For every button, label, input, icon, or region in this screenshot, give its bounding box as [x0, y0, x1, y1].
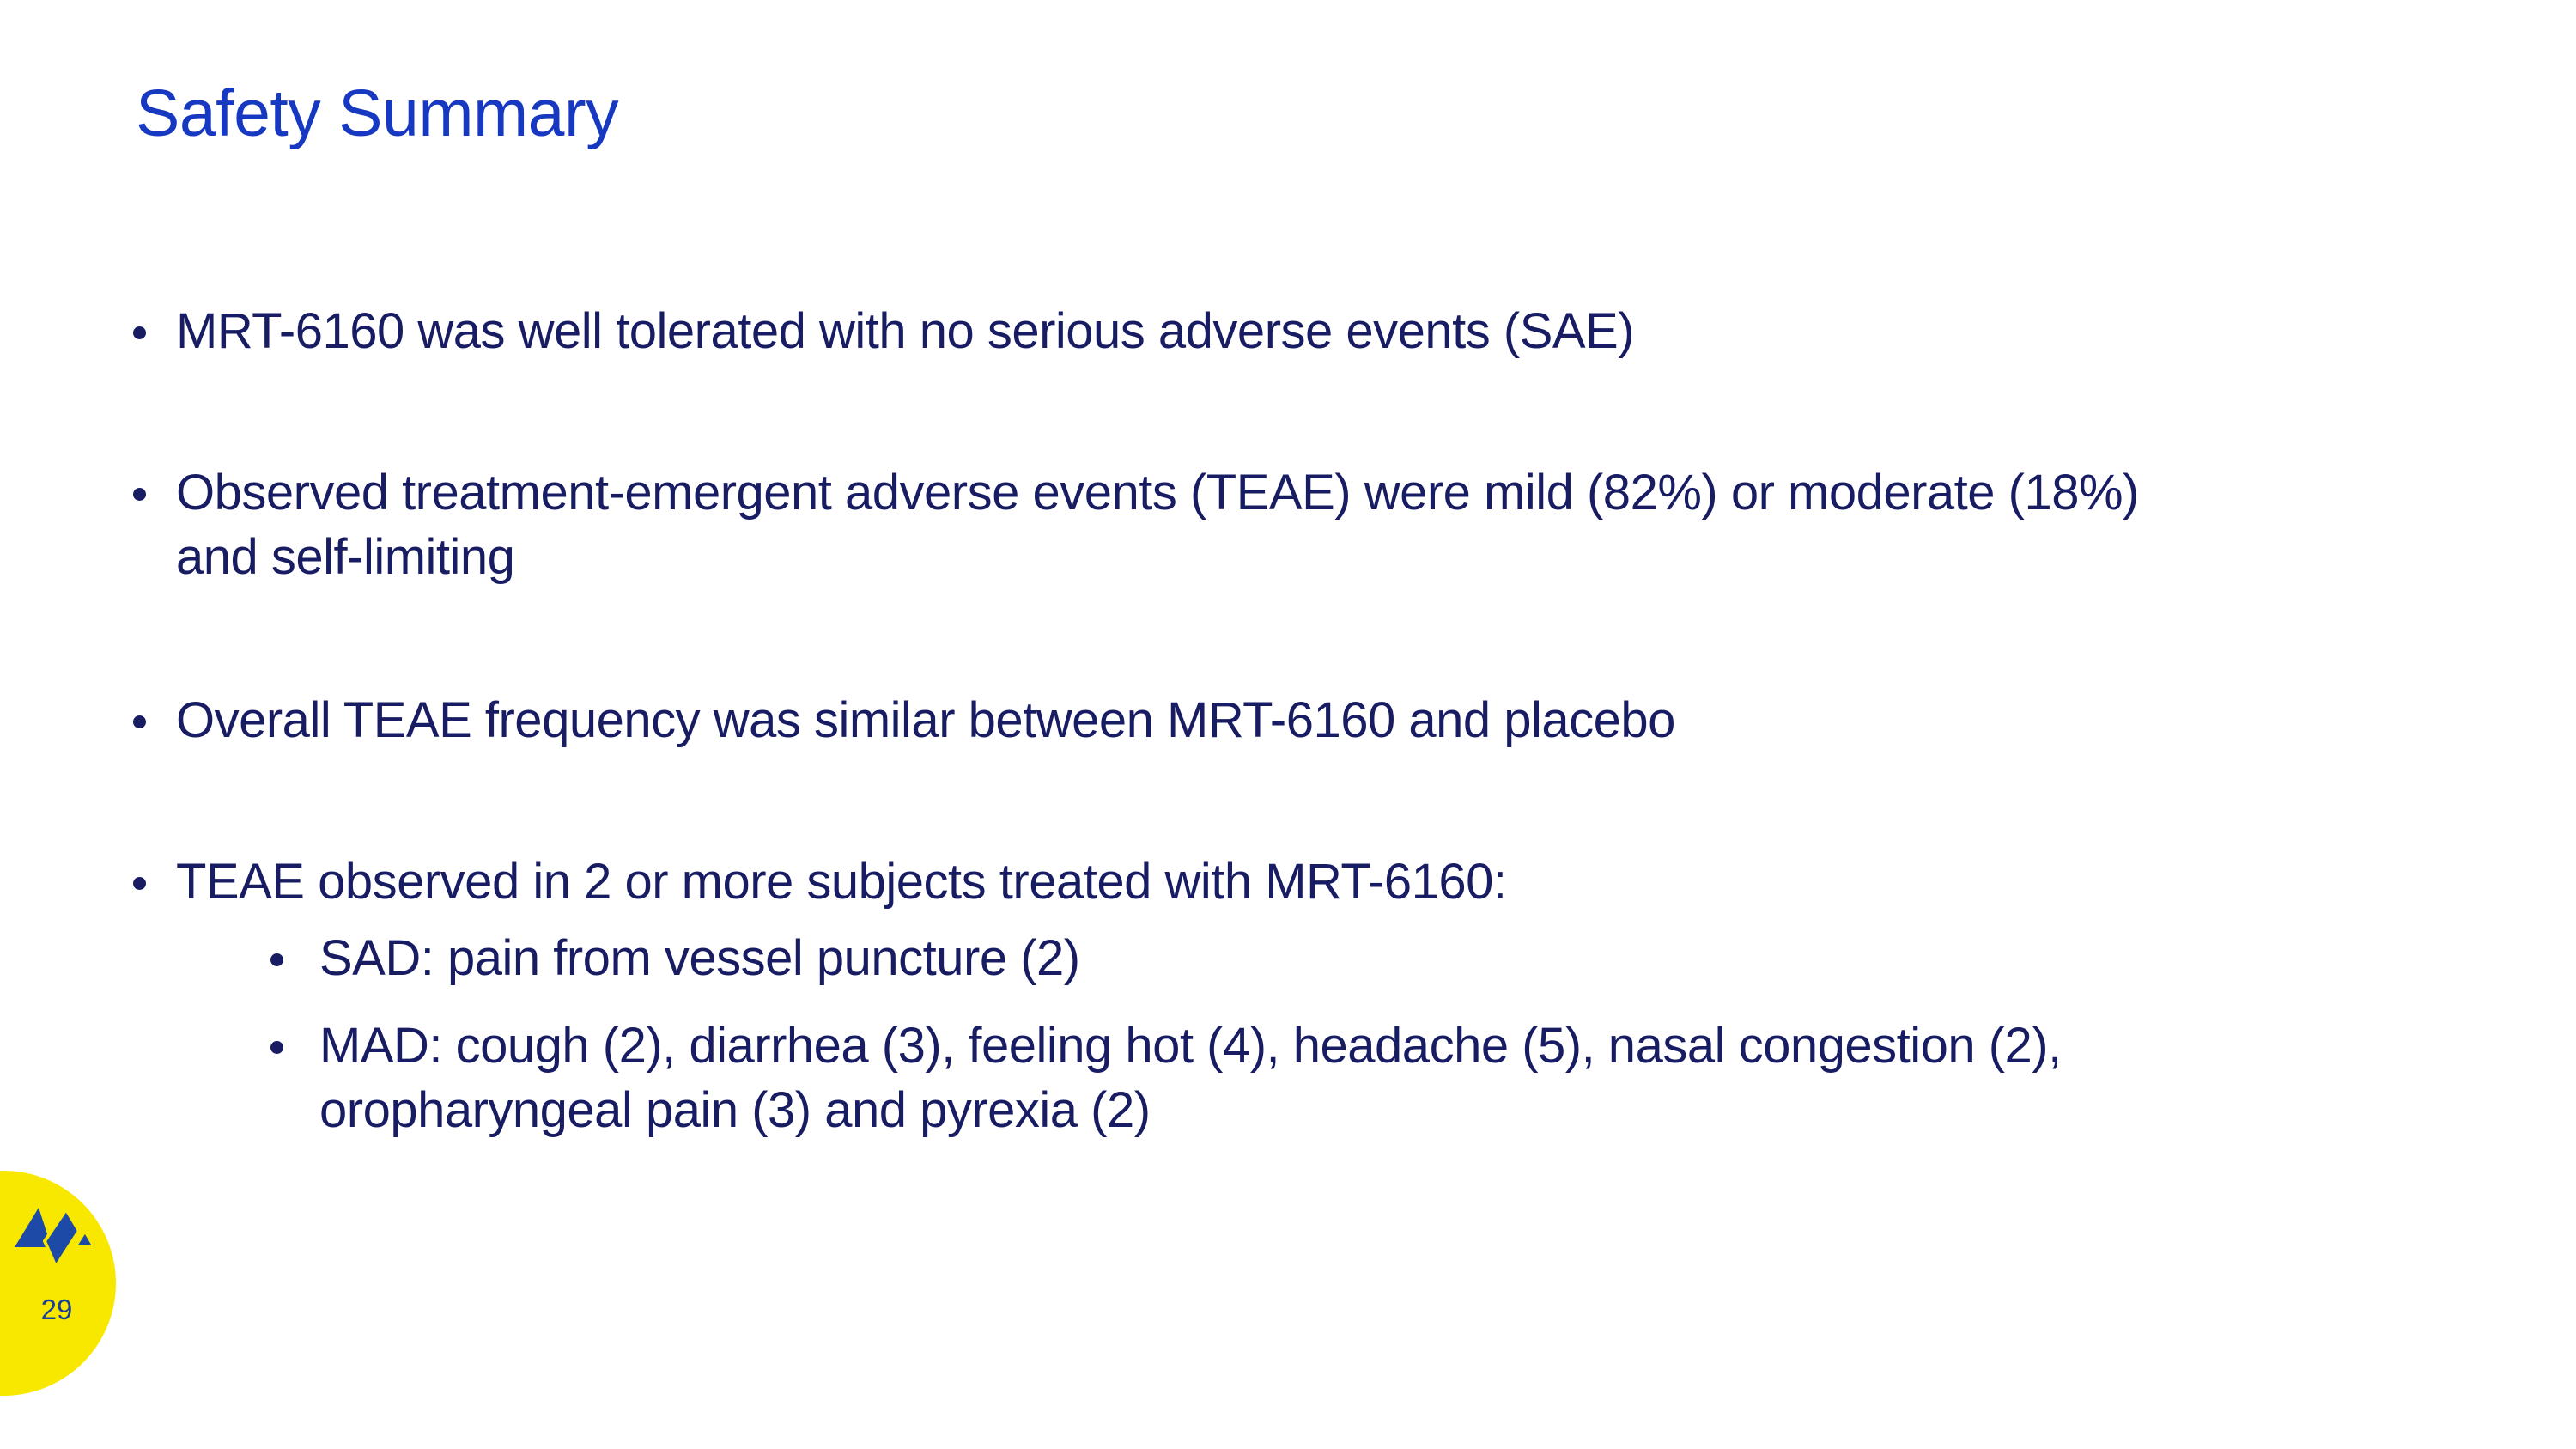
bullet-text-line: Observed treatment-emergent adverse events (TEAE) were mild (82%) or moderate (18%) — [176, 465, 2139, 521]
sub-bullet-item — [270, 926, 2139, 990]
sub-bullet-item — [270, 1014, 2139, 1142]
bullet-dot-icon — [270, 953, 283, 966]
bullet-text-line: MRT-6160 was well tolerated with no serious adverse events (SAE) — [176, 303, 1635, 359]
bullet-item — [133, 688, 2139, 752]
monte-rosa-logo-icon — [13, 1206, 97, 1269]
bullet-dot-icon — [133, 488, 146, 501]
sub-bullet-list — [270, 926, 2139, 1142]
bullet-dot-icon — [133, 877, 146, 890]
page-number: 29 — [40, 1294, 73, 1325]
sub-bullet-text-line: SAD: pain from vessel puncture (2) — [319, 930, 1080, 986]
bullet-item — [133, 460, 2139, 589]
bullet-dot-icon — [270, 1041, 283, 1054]
bullet-dot-icon — [133, 326, 146, 339]
sub-bullet-text-line: MAD: cough (2), diarrhea (3), feeling hot (4), headache (5), nasal congestion (2), — [319, 1018, 2062, 1074]
bullet-text-line: TEAE observed in 2 or more subjects treated with MRT-6160: — [176, 854, 1507, 910]
bullet-dot-icon — [133, 715, 146, 728]
bullet-list — [133, 299, 2139, 1142]
bullet-text-line: Overall TEAE frequency was similar between MRT-6160 and placebo — [176, 692, 1675, 748]
bullet-text-line: and self-limiting — [176, 529, 515, 585]
logo-badge — [0, 1171, 116, 1396]
slide-title: Safety Summary — [136, 76, 619, 150]
bullet-item — [133, 299, 2139, 363]
sub-bullet-text-line: oropharyngeal pain (3) and pyrexia (2) — [319, 1082, 1151, 1138]
bullet-item — [133, 849, 2139, 1142]
